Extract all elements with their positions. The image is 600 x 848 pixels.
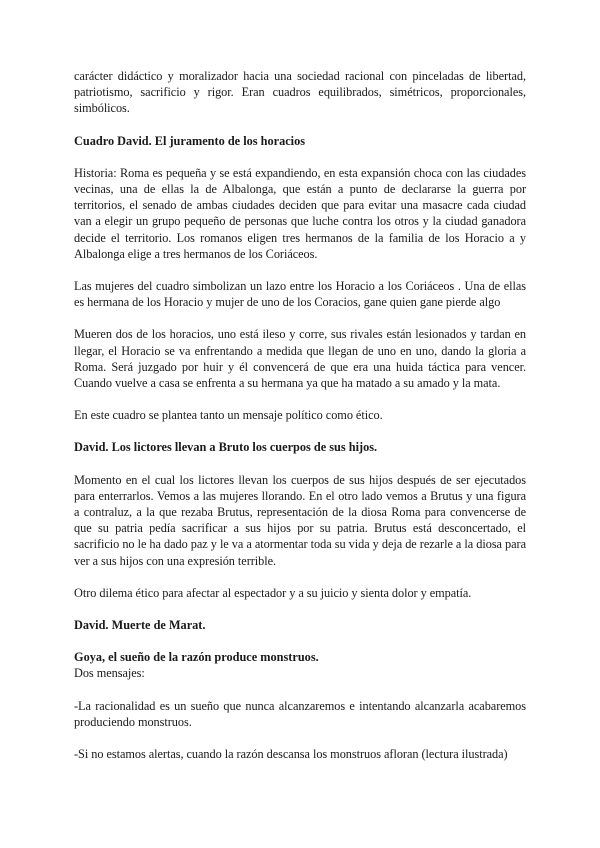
heading-juramento-horacios: Cuadro David. El juramento de los horacios [74, 133, 306, 148]
paragraph-dilema: Otro dilema ético para afectar al espectador y a su juicio y sienta dolor y empatía. [74, 585, 472, 600]
paragraph-mueren: Mueren dos de los horacios, uno está ileso y corre, sus rivales están lesionados y tardan en llegar, el Horacio se va enfrentando a medida que llegan de uno en uno, dando la gloria a Roma. Será juzgado por huir y él convencerá de que era una huida táctica para vencer. Cuando vuelve a casa se enfrenta a su hermana ya que ha matado a su amado y la mata. [74, 327, 526, 391]
paragraph-alertas: -Si no estamos alertas, cuando la razón descansa los monstruos afloran (lectura ilustrada) [74, 747, 508, 762]
paragraph-dos-mensajes: Dos mensajes: [74, 666, 145, 681]
paragraph-mensaje: En este cuadro se plantea tanto un mensaje político como ético. [74, 408, 383, 423]
paragraph-momento: Momento en el cual los lictores llevan los cuerpos de sus hijos después de ser ejecutados para enterrarlos. Vemos a las mujeres llorando. En el otro lado vemos a Brutus y una figura a contraluz, a la que rezaba Brutus, representación de la diosa Roma para convencerse de que su patria pedía sacrificar a sus hijos por su patria. Brutus está desconcertado, el sacrificio no le ha dado paz y le va a atormentar toda su vida y deja de rezarle a la diosa para ver a sus hijos con una expresión terrible. [74, 472, 526, 568]
heading-lictores-bruto: David. Los lictores llevan a Bruto los cuerpos de sus hijos. [74, 440, 378, 455]
paragraph-historia: Historia: Roma es pequeña y se está expandiendo, en esta expansión choca con las ciudades vecinas, una de ellas la de Albalonga, que están a punto de declararse la guerra por territorios, el senado de ambas ciudades deciden que para evitar una masacre cada ciudad van a elegir un grupo pequeño de personas que luche contra los otros y la ciudad ganadora decide el territorio. Los romanos eligen tres hermanos de la familia de los Horacio a y Albalonga elige a tres hermanos de los Coriáceos. [74, 165, 526, 261]
heading-goya: Goya, el sueño de la razón produce monstruos. [74, 650, 319, 665]
paragraph-intro: carácter didáctico y moralizador hacia una sociedad racional con pinceladas de libertad, patriotismo, sacrificio y rigor. Eran cuadros equilibrados, simétricos, proporcionales, simbólicos. [74, 69, 526, 116]
paragraph-mujeres: Las mujeres del cuadro simbolizan un lazo entre los Horacio a los Coriáceos . Una de ellas es hermana de los Horacio y mujer de uno de los Coracios, gane quien gane pierde algo [74, 279, 526, 310]
paragraph-racionalidad: -La racionalidad es un sueño que nunca alcanzaremos e intentando alcanzarla acabaremos produciendo monstruos. [74, 698, 526, 729]
heading-muerte-marat: David. Muerte de Marat. [74, 618, 206, 633]
